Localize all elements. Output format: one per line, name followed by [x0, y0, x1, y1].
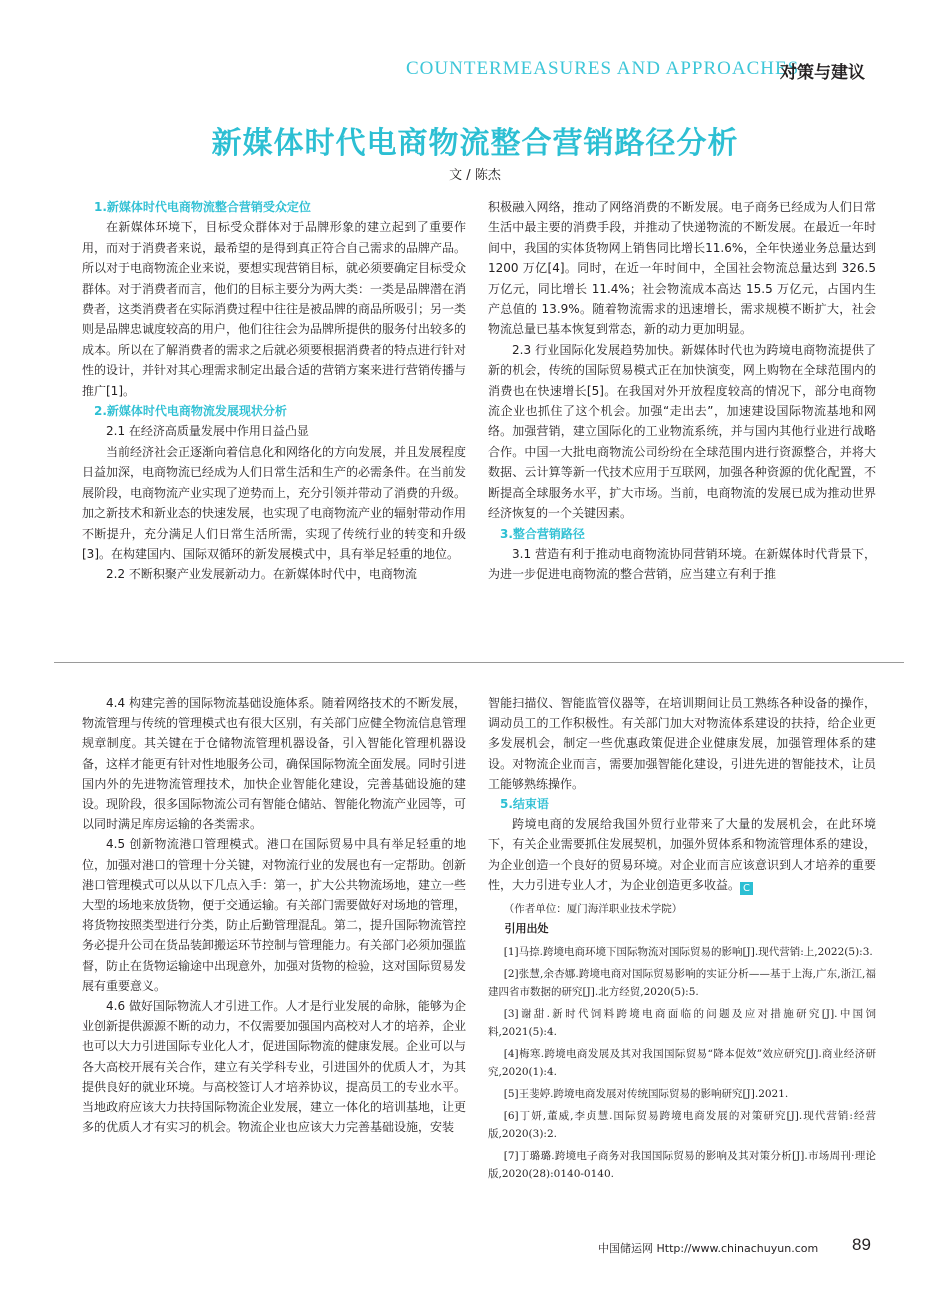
heading-1: 1.新媒体时代电商物流整合营销受众定位	[94, 200, 311, 214]
paragraph: 智能扫描仪、智能监管仪器等，在培训期间让员工熟练各种设备的操作，调动员工的工作积极性。有关部门加大对物流体系建设的扶持，给企业更多发展机会，制定一些优惠政策促进企业健康发展，加强管理体系的建设。对物流企业而言，需要加强智能化建设，引进先进的智能技术，让员工能够熟练操作。	[488, 696, 876, 791]
paragraph	[488, 814, 876, 895]
paragraph: 在新媒体环境下，目标受众群体对于品牌形象的建立起到了重要作用，而对于消费者来说，最希望的是得到真正符合自己需求的品牌产品。所以对于电商物流企业来说，要想实现营销目标，就必须要确定目标受众群体。对于消费者而言，他们的目标主要分为两大类：一类是品牌潜在消费者，这类消费者在实际消费过程中往往是被品牌的商品所吸引；另一类则是品牌忠诚度较高的用户，他们往往会为品牌所提供的服务付出较多的成本。所以在了解消费者的需求之后就必须要根据消费者的特点进行针对性的设计，并针对其心理需求制定出最合适的营销方案来进行营销传播与推广[1]。	[82, 220, 467, 398]
paragraph: 4.4 构建完善的国际物流基础设施体系。随着网络技术的不断发展，物流管理与传统的管理模式也有很大区别，有关部门应健全物流信息管理规章制度。其关键在于仓储物流管理机器设备，引入智能化管理机器设备，这样才能更有针对性地服务公司，确保国际物流全面发展。同时引进国内外的先进物流管理技术，加快企业智能化建设，完善基础设施的建设。现阶段，很多国际物流公司有智能仓储站、智能化物流产业园等，可以同时满足库房运输的各类需求。	[82, 696, 467, 832]
section-header-english: COUNTERMEASURES AND APPROACHES	[406, 58, 800, 79]
paragraph: 积极融入网络，推动了网络消费的不断发展。电子商务已经成为人们日常生活中最主要的消费手段，并推动了快递物流的不断发展。在最近一年时间中，我国的实体货物网上销售同比增长11.6%，全年快递业务总量达到 1200 万亿[4]。同时，在近一年时间中，全国社会物流总量达到 326.5 万亿元，同比增长 11.4%；社会物流成本高达 15.5 万亿元，占国内生产总值的 13.9%。随着物流需求的迅速增长，需求规模不断扩大，社会物流总量已基本恢复到常态，新的动力更加明显。	[488, 200, 876, 337]
heading-3: 3.整合营销路径	[500, 526, 585, 541]
paragraph: 4.5 创新物流港口管理模式。港口在国际贸易中具有举足轻重的地位，加强对港口的管理十分关键，对物流行业的发展也有一定帮助。创新港口管理模式可以从以下几点入手：第一，扩大公共物流场地，建立一些大型的场地来放货物，便于交通运输。有关部门需要做好对场地的管理，将货物按照类型进行分类，防止后勤管理混乱。第二，提升国际物流管控务必提升公司在货品装卸搬运环节控制与管理能力。有关部门必须加强监督，防止在货物运输途中出现意外，加强对货物的检验，这对国际贸易发展有重要意义。	[82, 837, 467, 993]
paragraph: 2.3 行业国际化发展趋势加快。新媒体时代也为跨境电商物流提供了新的机会，传统的国际贸易模式正在加快演变，网上购物在全球范围内的消费也在快速增长[5]。在我国对外开放程度较高的情况下，部分电商物流企业也抓住了这个机会。加强“走出去”，加速建设国际物流基地和网络。加强营销，建立国际化的工业物流系统，并与国内其他行业进行战略合作。中国一大批电商物流公司纷纷在全球范围内进行资源整合，并将大数据、云计算等新一代技术应用于互联网，加强各种资源的优化配置，不断提高全球服务水平，扩大市场。当前，电商物流的发展已成为推动世界经济恢复的一个关键因素。	[488, 342, 876, 521]
article-author: 文 / 陈杰	[449, 168, 501, 183]
page-number: 89	[852, 1235, 871, 1254]
conclusion-text: 跨境电商的发展给我国外贸行业带来了大量的发展机会，在此环境下，有关企业需要抓住发展契机，加强外贸体系和物流管理体系的建设，为企业创造一个良好的贸易环境。对企业而言应该意识到人才培养的重要性，大力引进专业人才，为企业创造更多收益。	[488, 817, 876, 892]
page-divider	[54, 662, 904, 663]
reference-item: [7]丁璐璐.跨境电子商务对我国国际贸易的影响及其对策分析[J].市场周刊·理论版,2020(28):0140-0140.	[488, 1150, 876, 1181]
paragraph: 2.2 不断积聚产业发展新动力。在新媒体时代中，电商物流	[106, 567, 417, 582]
reference-item: [5]王斐婷.跨境电商发展对传统国际贸易的影响研究[J].2021.	[503, 1088, 789, 1101]
footer-website: 中国储运网 Http://www.chinachuyun.com	[598, 1242, 819, 1255]
article-title: 新媒体时代电商物流整合营销路径分析	[211, 126, 739, 161]
references-title: 引用出处	[504, 922, 549, 936]
paragraph: 当前经济社会正逐渐向着信息化和网络化的方向发展，并且发展程度日益加深，电商物流已经成为人们日常生活和生产的必需条件。在当前发展阶段，电商物流产业实现了逆势而上，充分引领并带动了消费的升级。加之新技术和新业态的快速发展，也实现了电商物流产业的辐射带动作用不断提升，充分满足人们日常生活所需，实现了传统行业的转变和升级[3]。在构建国内、国际双循环的新发展模式中，具有举足轻重的地位。	[82, 444, 467, 561]
section-header-chinese: 对策与建议	[780, 63, 865, 83]
reference-item: [4]梅寒.跨境电商发展及其对我国国际贸易“降本促效”效应研究[J].商业经济研究,2020(1):4.	[488, 1048, 876, 1079]
paragraph: 3.1 营造有利于推动电商物流协同营销环境。在新媒体时代背景下，为进一步促进电商物流的整合营销，应当建立有利于推	[488, 546, 876, 582]
heading-2: 2.新媒体时代电商物流发展现状分析	[94, 404, 287, 419]
subheading-2-1: 2.1 在经济高质量发展中作用日益凸显	[106, 424, 309, 439]
column-2	[488, 197, 876, 585]
author-affiliation: （作者单位：厦门海洋职业技术学院）	[503, 903, 683, 916]
reference-item: [1]马捺.跨境电商环境下国际物流对国际贸易的影响[J].现代营销:上,2022(5):3.	[503, 946, 873, 959]
column-3	[82, 693, 466, 1137]
reference-item: [3]谢甜.新时代饲料跨境电商面临的问题及应对措施研究[J].中国饲料,2021(5):4.	[488, 1008, 876, 1039]
heading-5: 5.结束语	[500, 797, 549, 812]
column-4	[488, 693, 876, 1183]
paragraph: 4.6 做好国际物流人才引进工作。人才是行业发展的命脉，能够为企业创新提供源源不断的动力，不仅需要加强国内高校对人才的培养，企业也可以大力引进国际专业化人才，促进国际物流的健康发展。企业可以与各大高校开展有关合作，建立有关学科专业，引进国外的优质人才，为其提供良好的就业环境。与高校签订人才培养协议，提高员工的专业水平。当地政府应该大力扶持国际物流企业发展，建立一体化的培训基地，让更多的优质人才有实习的机会。物流企业也应该大力完善基础设施，安装	[82, 999, 467, 1135]
reference-item: [6]丁妍,董威,李贞慧.国际贸易跨境电商发展的对策研究[J].现代营销:经营版,2020(3):2.	[488, 1110, 876, 1141]
column-1	[82, 197, 466, 585]
end-mark-icon: C	[740, 882, 753, 895]
reference-item: [2]张慧,余杏娜.跨境电商对国际贸易影响的实证分析——基于上海,广东,浙江,福建四省市数据的研究[J].北方经贸,2020(5):5.	[488, 968, 876, 999]
